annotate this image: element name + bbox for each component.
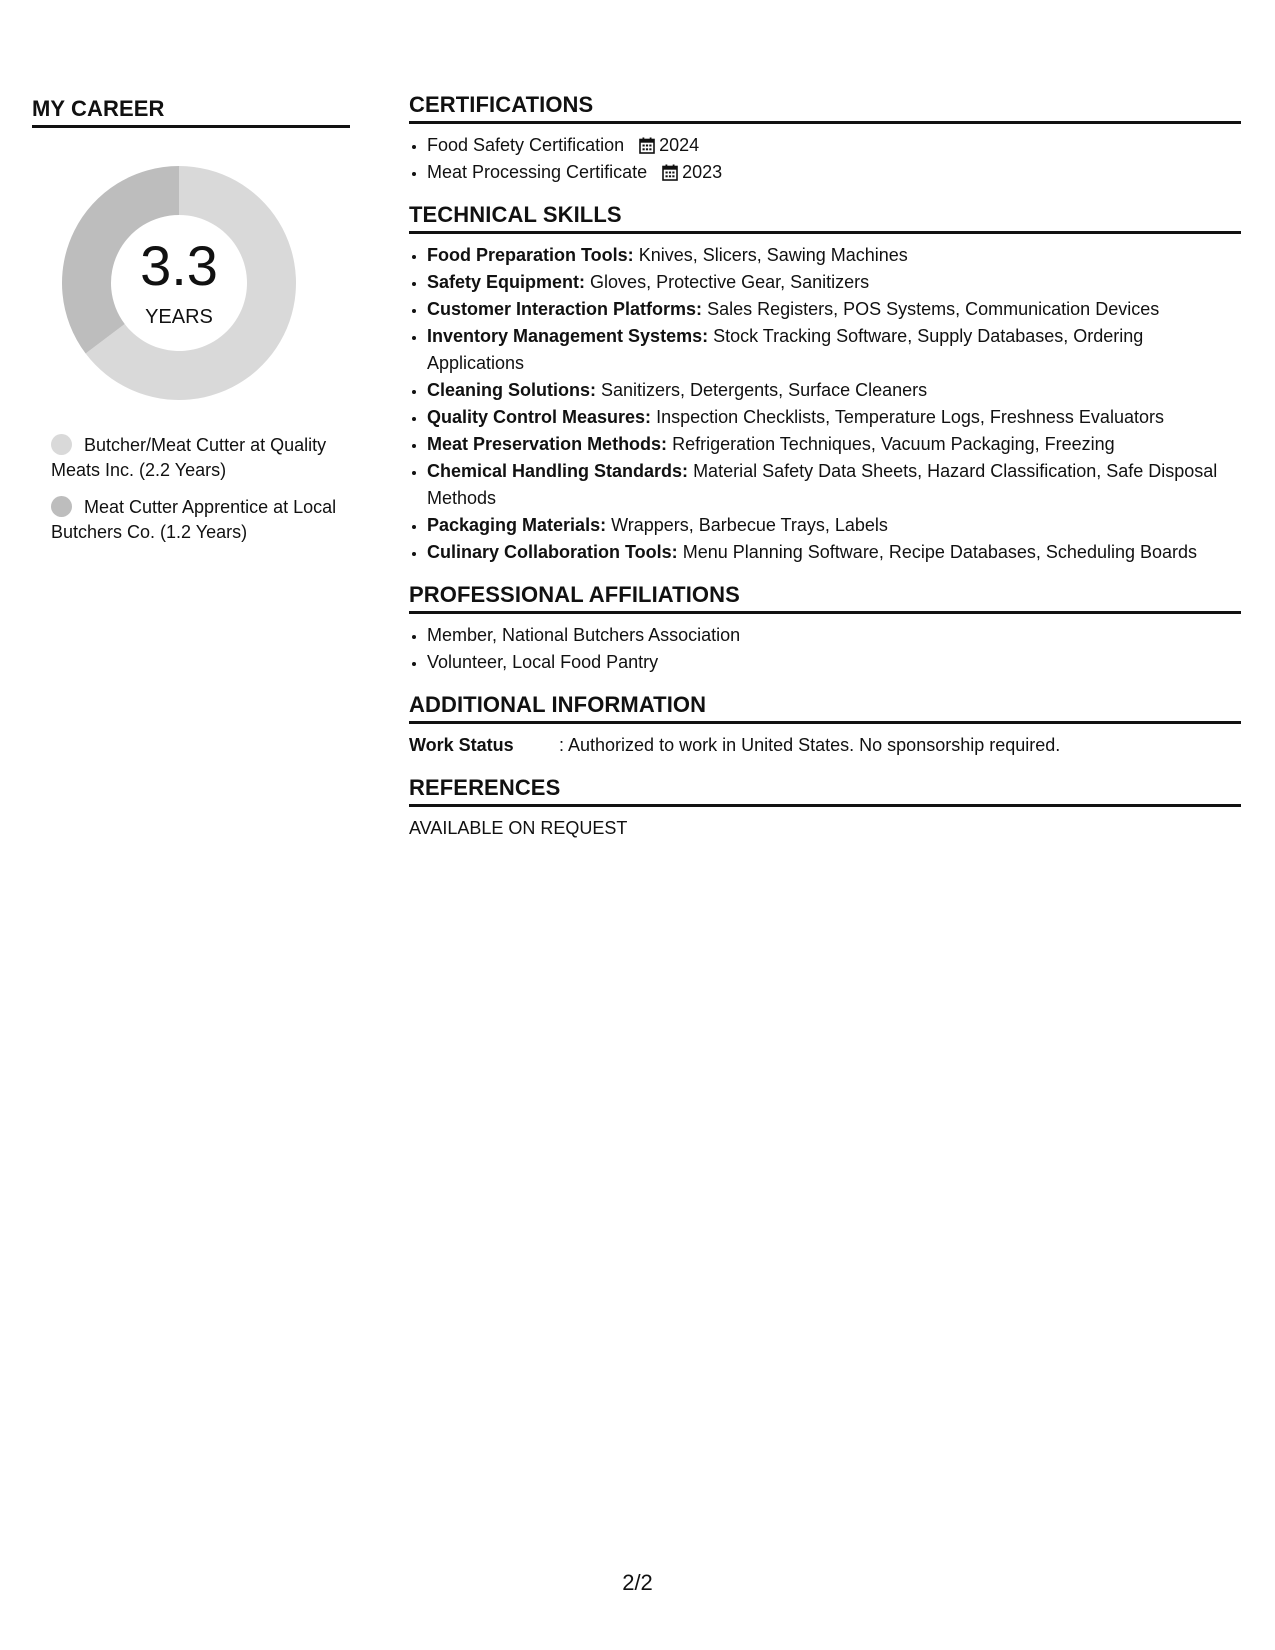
references-heading: REFERENCES [409, 775, 1241, 807]
skill-label: Meat Preservation Methods: [427, 434, 668, 454]
skill-item [427, 458, 1241, 512]
affiliations-list [409, 622, 1241, 676]
skill-item [427, 404, 1241, 431]
affiliations-heading: PROFESSIONAL AFFILIATIONS [409, 582, 1241, 614]
skill-value: Inspection Checklists, Temperature Logs, Freshness Evaluators [656, 407, 1164, 427]
skill-label: Inventory Management Systems: [427, 326, 709, 346]
skill-item [427, 269, 1241, 296]
certification-year: 2024 [659, 135, 700, 155]
skill-value: Stock Tracking Software, Supply Databases, Ordering Applications [427, 326, 1144, 373]
legend-swatch [51, 434, 72, 455]
skill-label: Cleaning Solutions: [427, 380, 596, 400]
certifications-section [409, 92, 1241, 186]
certification-name: Meat Processing Certificate [427, 162, 648, 182]
calendar-icon [639, 137, 655, 154]
work-status-row [409, 732, 1241, 759]
additional-info-heading: ADDITIONAL INFORMATION [409, 692, 1241, 724]
skill-item [427, 323, 1241, 377]
skill-label: Customer Interaction Platforms: [427, 299, 703, 319]
certification-item [427, 132, 1241, 159]
work-status-label: Work Status [409, 735, 514, 755]
skill-label: Packaging Materials: [427, 515, 607, 535]
certification-item [427, 159, 1241, 186]
legend-swatch [51, 496, 72, 517]
skill-label: Food Preparation Tools: [427, 245, 634, 265]
total-years-value: 3.3 [140, 234, 218, 297]
legend-item [51, 495, 350, 545]
skill-item [427, 242, 1241, 269]
total-years-label: YEARS [145, 306, 213, 328]
skill-value: Sanitizers, Detergents, Surface Cleaners [601, 380, 928, 400]
skill-label: Culinary Collaboration Tools: [427, 542, 678, 562]
skill-value: Menu Planning Software, Recipe Databases, Scheduling Boards [682, 542, 1198, 562]
references-text: AVAILABLE ON REQUEST [409, 818, 628, 838]
skill-item [427, 377, 1241, 404]
skill-label: Safety Equipment: [427, 272, 586, 292]
additional-info-section [409, 692, 1241, 759]
career-heading: MY CAREER [32, 96, 350, 128]
donut-center [54, 158, 304, 408]
skill-value: Gloves, Protective Gear, Sanitizers [590, 272, 870, 292]
certifications-heading: CERTIFICATIONS [409, 92, 1241, 124]
career-panel [32, 96, 350, 557]
career-donut-chart [54, 158, 304, 408]
skill-value: Knives, Slicers, Sawing Machines [638, 245, 908, 265]
skill-value: Refrigeration Techniques, Vacuum Packaging, Freezing [672, 434, 1115, 454]
skill-value: Sales Registers, POS Systems, Communication Devices [707, 299, 1160, 319]
page-number: 2/2 [622, 1570, 653, 1595]
legend-label: Meat Cutter Apprentice at Local Butchers Co. (1.2 Years) [51, 497, 337, 542]
skill-item [427, 512, 1241, 539]
skill-label: Quality Control Measures: [427, 407, 652, 427]
affiliation-item: • Member, National Butchers Association [427, 622, 1241, 649]
references-section [409, 775, 1241, 842]
technical-skills-section [409, 202, 1241, 566]
technical-skills-list [409, 242, 1241, 566]
affiliation-item: • Volunteer, Local Food Pantry [427, 649, 1241, 676]
certification-year: 2023 [682, 162, 723, 182]
resume-main [409, 92, 1241, 858]
technical-skills-heading: TECHNICAL SKILLS [409, 202, 1241, 234]
certification-name: Food Safety Certification [427, 135, 625, 155]
skill-item [427, 431, 1241, 458]
skill-item [427, 296, 1241, 323]
legend-item [51, 433, 350, 483]
skill-item [427, 539, 1241, 566]
skill-value: Material Safety Data Sheets, Hazard Classification, Safe Disposal Methods [427, 461, 1218, 508]
skill-value: Wrappers, Barbecue Trays, Labels [611, 515, 888, 535]
certifications-list [409, 132, 1241, 186]
skill-label: Chemical Handling Standards: [427, 461, 689, 481]
legend-label: Butcher/Meat Cutter at Quality Meats Inc. (2.2 Years) [51, 435, 327, 480]
calendar-icon [662, 164, 678, 181]
career-legend [51, 433, 350, 545]
work-status-value: : Authorized to work in United States. No sponsorship required. [559, 735, 1061, 755]
affiliations-section [409, 582, 1241, 676]
